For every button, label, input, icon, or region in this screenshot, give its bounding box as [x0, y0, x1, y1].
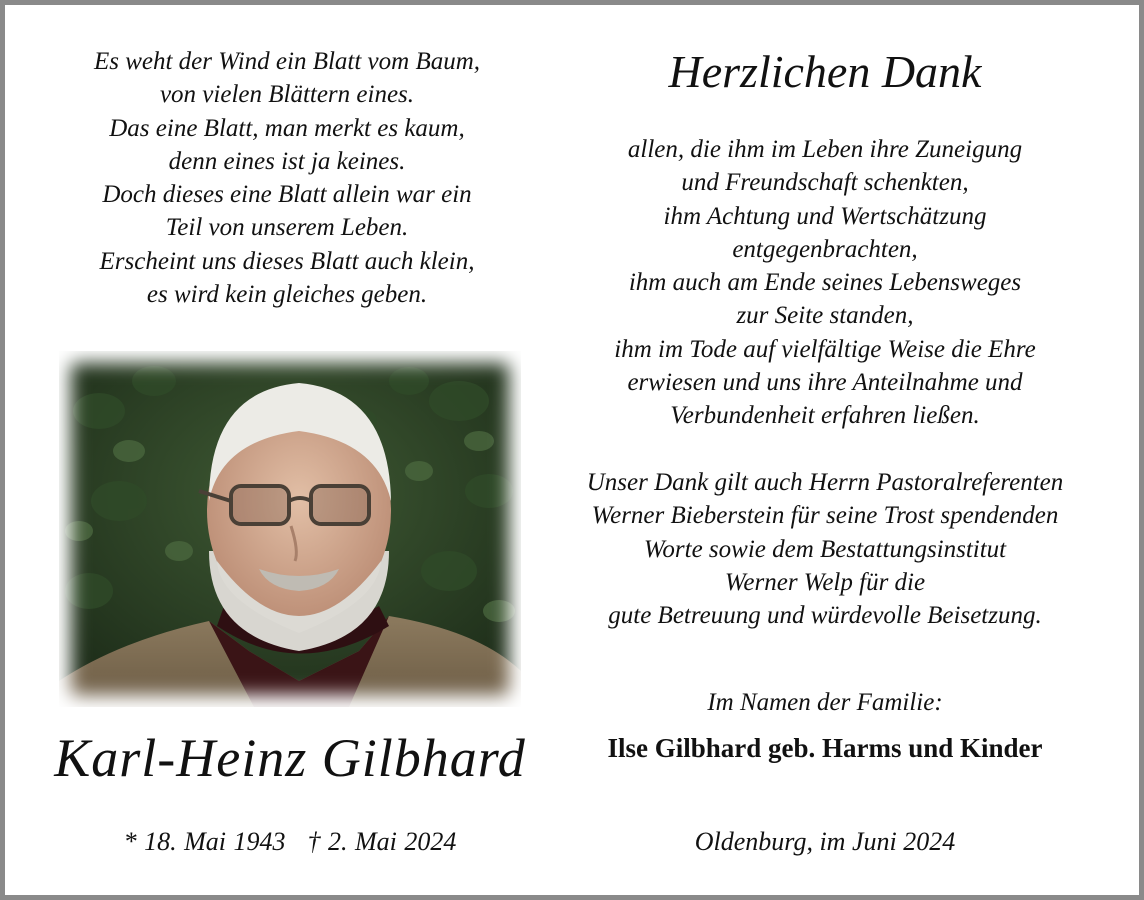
thanks-line: Verbundenheit erfahren ließen. — [670, 402, 980, 430]
thanks-line: gute Betreuung und würdevolle Beisetzung. — [608, 602, 1042, 630]
life-dates — [45, 827, 535, 857]
birth-date: * 18. Mai 1943 — [123, 827, 286, 856]
family-names: Ilse Gilbhard geb. Harms und Kinder — [607, 733, 1043, 763]
thanks-title: Herzlichen Dank — [668, 46, 982, 97]
poem-line: denn eines ist ja keines. — [168, 147, 406, 175]
poem — [45, 45, 529, 311]
thanks-line: ihm im Tode auf vielfältige Weise die Ehre — [614, 335, 1036, 363]
thanks-line: Werner Bieberstein für seine Trost spendenden — [591, 502, 1059, 530]
thanks-line: Unser Dank gilt auch Herrn Pastoralreferenten — [586, 469, 1064, 496]
thanks-body-secondary — [535, 466, 1115, 632]
place-date: Oldenburg, im Juni 2024 — [694, 827, 956, 856]
poem-line: Erscheint uns dieses Blatt auch klein, — [99, 247, 475, 275]
poem-line: Doch dieses eine Blatt allein war ein — [102, 181, 472, 209]
thanks-line: erwiesen und uns ihre Anteilnahme und — [627, 369, 1023, 397]
thanks-line: und Freundschaft schenkten, — [681, 169, 969, 197]
portrait-photo — [59, 351, 521, 707]
thanks-line: ihm auch am Ende seines Lebensweges — [628, 269, 1022, 297]
thanks-body — [545, 133, 1105, 433]
deceased-name: Karl-Heinz Gilbhard — [54, 728, 526, 788]
thanks-line: zur Seite standen, — [736, 302, 914, 330]
poem-line: Teil von unserem Leben. — [165, 214, 409, 242]
thanks-line: entgegenbrachten, — [732, 235, 918, 263]
death-date: † 2. Mai 2024 — [307, 827, 457, 856]
thanks-line: Worte sowie dem Bestattungsinstitut — [643, 535, 1007, 563]
thanks-line: ihm Achtung und Wertschätzung — [663, 202, 987, 230]
poem-line: von vielen Blättern eines. — [159, 81, 415, 109]
family-label: Im Namen der Familie: — [707, 689, 943, 716]
poem-line: Es weht der Wind ein Blatt vom Baum, — [93, 48, 481, 75]
poem-line: es wird kein gleiches geben. — [146, 281, 428, 309]
thanks-line: allen, die ihm im Leben ihre Zuneigung — [627, 136, 1023, 163]
thanks-line: Werner Welp für die — [724, 568, 926, 596]
poem-line: Das eine Blatt, man merkt es kaum, — [109, 114, 465, 142]
